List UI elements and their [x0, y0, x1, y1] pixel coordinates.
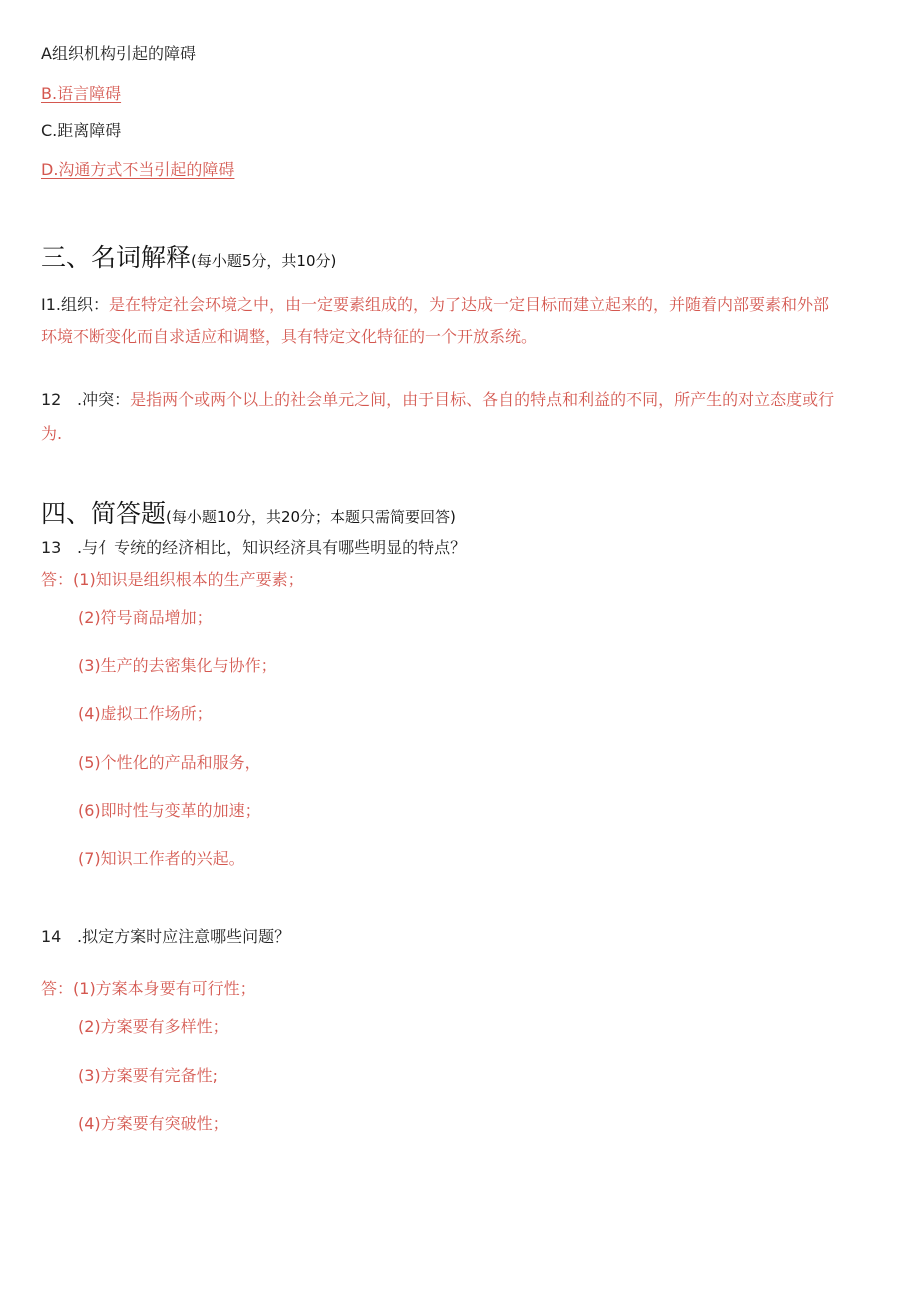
q11-definition-line-2: 环境不断变化而自求适应和调整，具有特定文化特征的一个开放系统。 [41, 327, 538, 346]
option-b: B.语言障碍 [41, 84, 122, 103]
section-4-title: 四、简答题 [41, 499, 167, 528]
q13-answer-2: (2)符号商品增加； [78, 608, 213, 627]
q11-line-1 [41, 294, 829, 316]
q12-number: 12 [41, 390, 62, 409]
q13-answer-prefix: 答： [41, 570, 74, 589]
q14-answer-4: (4)方案要有突破性； [78, 1114, 229, 1133]
q13-answer-1: (1)知识是组织根本的生产要素； [73, 570, 304, 589]
section-3-title: 三、名词解释 [41, 243, 192, 272]
option-a: A组织机构引起的障碍 [41, 44, 196, 63]
section-4-note: (每小题10分，共20分；本题只需简要回答) [166, 508, 456, 526]
q14-answer-1: (1)方案本身要有可行性； [73, 979, 256, 998]
option-d: D.沟通方式不当引起的障碍 [41, 160, 235, 179]
q14-answer-3: (3)方案要有完备性; [78, 1066, 219, 1085]
q14-number: 14 [41, 927, 62, 946]
q13-answer-row-1 [41, 569, 304, 591]
option-c: C.距离障碍 [41, 121, 122, 140]
q14-answer-2: (2)方案要有多样性； [78, 1017, 229, 1036]
q11-label: I1.组织： [41, 295, 109, 314]
q14-text: .拟定方案时应注意哪些问题？ [77, 927, 291, 946]
q13-answer-6: (6)即时性与变革的加速； [78, 801, 261, 820]
q12-label: .冲突： [77, 390, 131, 409]
q13-answer-5: (5)个性化的产品和服务， [78, 753, 261, 772]
q14-answer-row-1 [41, 978, 256, 1000]
q12-definition-line-1: 是指两个或两个以上的社会单元之间，由于目标、各自的特点和利益的不同，所产生的对立态度或行 [130, 390, 835, 409]
q14-question [41, 926, 290, 948]
q13-question [41, 537, 466, 559]
q11-definition-line-1: 是在特定社会环境之中，由一定要素组成的，为了达成一定目标而建立起来的，并随着内部要素和外部 [109, 295, 830, 314]
section-4-heading [41, 499, 456, 532]
section-3-heading [41, 243, 336, 276]
q13-answer-7: (7)知识工作者的兴起。 [78, 849, 245, 868]
q13-text: .与亻专统的经济相比，知识经济具有哪些明显的特点？ [77, 538, 467, 557]
q13-answer-4: (4)虚拟工作场所； [78, 704, 213, 723]
q12-definition-line-2: 为. [41, 424, 63, 443]
q12-line-1 [41, 389, 834, 411]
q13-answer-3: (3)生产的去密集化与协作； [78, 656, 277, 675]
section-3-note: (每小题5分，共10分) [191, 252, 337, 270]
q14-answer-prefix: 答： [41, 979, 74, 998]
q13-number: 13 [41, 538, 62, 557]
